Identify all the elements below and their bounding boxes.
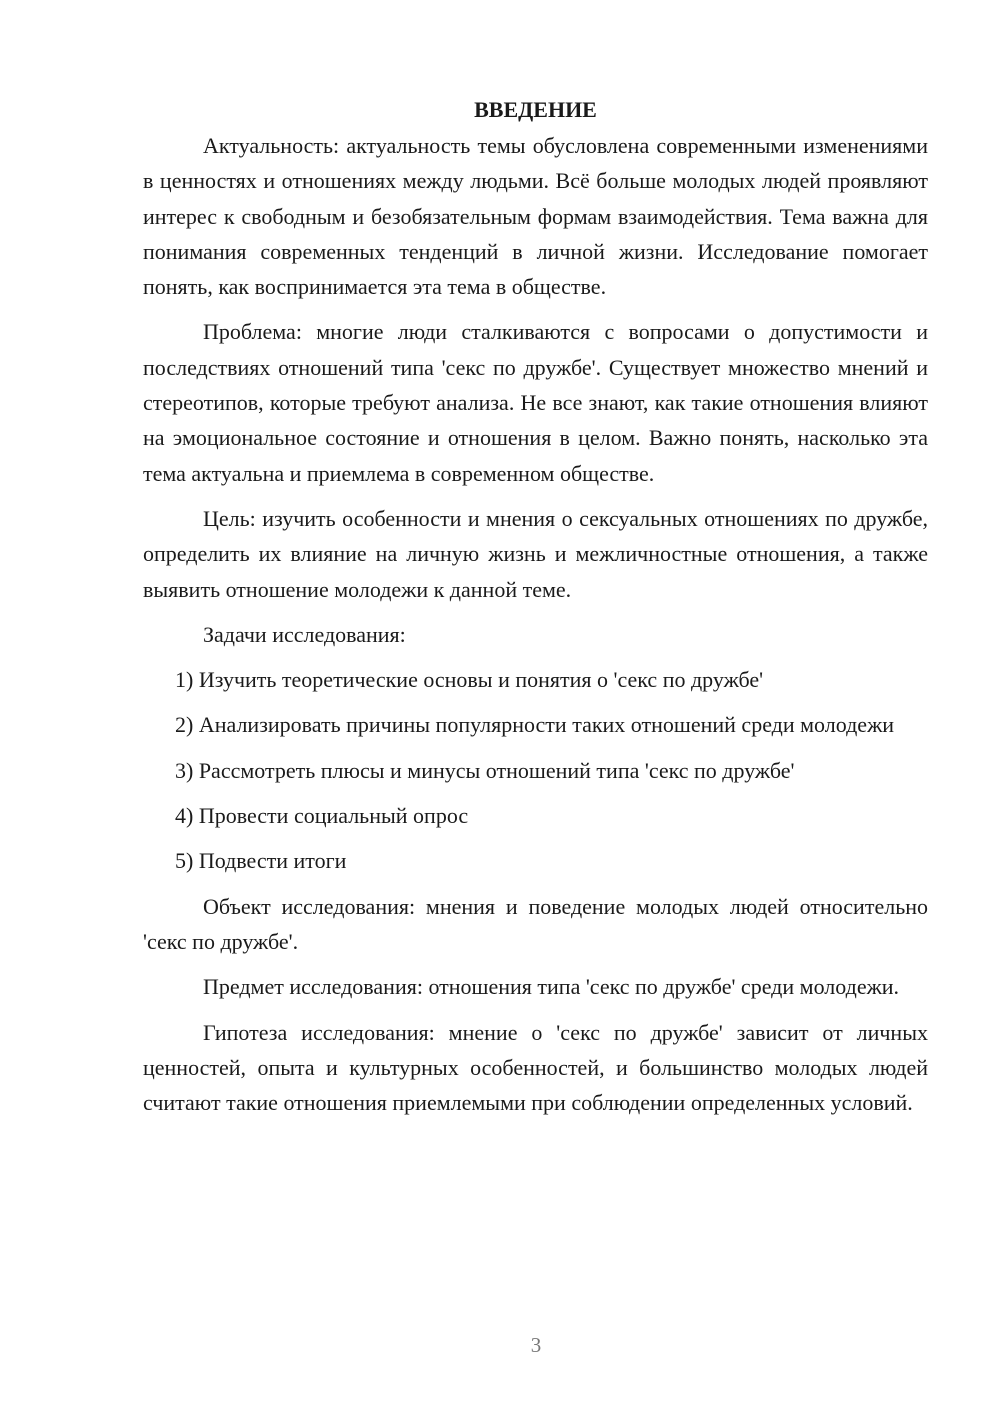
paragraph-relevance: Актуальность: актуальность темы обусловлена современными изменениями в ценностях и отношениях между людьми. Всё больше молодых людей проявляют интерес к свободным и безобязательным формам взаимодействия. Тема важна для понимания современных тенденций в личной жизни. Исследование помогает понять, как воспринимается эта тема в обществе.: [143, 133, 928, 300]
paragraph-hypothesis: Гипотеза исследования: мнение о 'секс по дружбе' зависит от личных ценностей, опыта и культурных особенностей, и большинство молодых людей считают такие отношения приемлемыми при соблюдении определенных условий.: [143, 1019, 928, 1116]
list-item: 2) Анализировать причины популярности таких отношений среди молодежи: [175, 712, 895, 738]
paragraph-problem: Проблема: многие люди сталкиваются с вопросами о допустимости и последствиях отношений типа 'секс по дружбе'. Существует множество мнений и стереотипов, которые требуют анализа. Не все знают, как такие отношения влияют на эмоциональное состояние и отношения в целом. Важно понять, насколько эта тема актуальна и приемлема в современном обществе.: [143, 319, 928, 486]
paragraph-goal: Цель: изучить особенности и мнения о сексуальных отношениях по дружбе, определить их влияние на личную жизнь и межличностные отношения, а также выявить отношение молодежи к данной теме.: [143, 505, 928, 602]
paragraph-object: Объект исследования: мнения и поведение молодых людей относительно 'секс по дружбе'.: [143, 893, 928, 954]
page-number: 3: [530, 1333, 542, 1357]
tasks-list: [143, 662, 928, 878]
list-item: 5) Подвести итоги: [175, 848, 347, 874]
paragraph-subject: Предмет исследования: отношения типа 'секс по дружбе' среди молодежи.: [203, 974, 900, 1000]
section-title: ВВЕДЕНИЕ: [474, 97, 597, 122]
document-page: [143, 92, 928, 1130]
list-item: 3) Рассмотреть плюсы и минусы отношений типа 'секс по дружбе': [175, 757, 795, 783]
list-item: 1) Изучить теоретические основы и понятия о 'секс по дружбе': [175, 667, 764, 693]
list-item: 4) Провести социальный опрос: [175, 803, 469, 829]
tasks-heading: Задачи исследования:: [203, 621, 406, 647]
